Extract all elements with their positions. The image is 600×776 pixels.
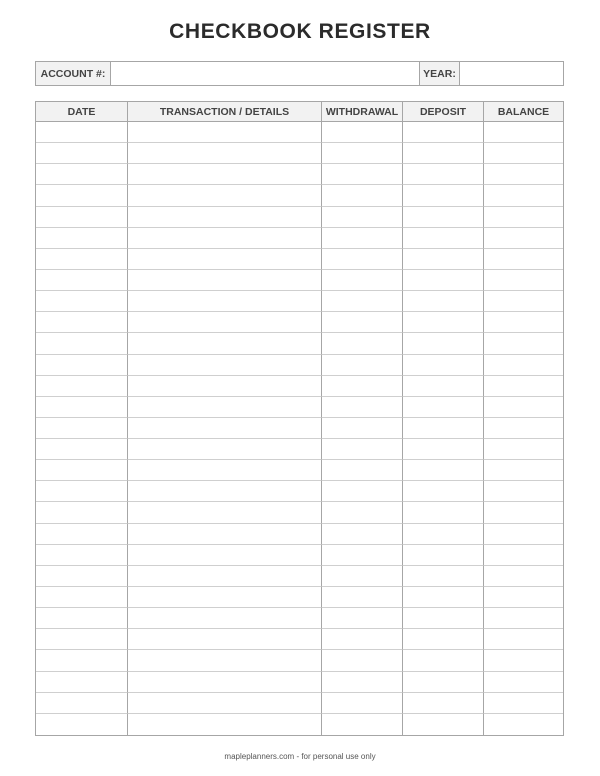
deposit-cell[interactable]	[403, 524, 484, 545]
balance-cell[interactable]	[484, 312, 563, 333]
balance-cell[interactable]	[484, 629, 563, 650]
page-title: CHECKBOOK REGISTER	[169, 20, 431, 43]
withdrawal-cell[interactable]	[322, 312, 403, 333]
deposit-cell[interactable]	[403, 207, 484, 228]
transaction-details-cell[interactable]	[128, 312, 322, 333]
transaction-details-cell[interactable]	[128, 418, 322, 439]
date-cell[interactable]	[36, 185, 128, 206]
withdrawal-cell[interactable]	[322, 460, 403, 481]
withdrawal-cell[interactable]	[322, 418, 403, 439]
date-cell[interactable]	[36, 629, 128, 650]
transaction-details-cell[interactable]	[128, 693, 322, 714]
withdrawal-cell[interactable]	[322, 439, 403, 460]
deposit-cell[interactable]	[403, 566, 484, 587]
balance-cell[interactable]	[484, 481, 563, 502]
deposit-cell[interactable]	[403, 714, 484, 735]
transaction-details-cell[interactable]	[128, 270, 322, 291]
withdrawal-cell[interactable]	[322, 143, 403, 164]
transaction-details-cell[interactable]	[128, 460, 322, 481]
transaction-details-cell[interactable]	[128, 650, 322, 671]
balance-cell[interactable]	[484, 185, 563, 206]
balance-cell[interactable]	[484, 502, 563, 523]
deposit-cell[interactable]	[403, 439, 484, 460]
date-cell[interactable]	[36, 714, 128, 735]
footer-credit: mapleplanners.com - for personal use only	[224, 752, 376, 761]
date-cell[interactable]	[36, 608, 128, 629]
withdrawal-cell[interactable]	[322, 481, 403, 502]
balance-cell[interactable]	[484, 439, 563, 460]
deposit-cell[interactable]	[403, 122, 484, 143]
deposit-cell[interactable]	[403, 312, 484, 333]
withdrawal-cell[interactable]	[322, 122, 403, 143]
deposit-cell[interactable]	[403, 228, 484, 249]
balance-cell[interactable]	[484, 672, 563, 693]
transaction-details-cell[interactable]	[128, 502, 322, 523]
date-cell[interactable]	[36, 693, 128, 714]
deposit-cell[interactable]	[403, 693, 484, 714]
balance-cell[interactable]	[484, 650, 563, 671]
deposit-cell[interactable]	[403, 481, 484, 502]
column-header-balance: BALANCE	[484, 102, 563, 122]
date-cell[interactable]	[36, 502, 128, 523]
account-bar	[35, 61, 564, 86]
withdrawal-cell[interactable]	[322, 355, 403, 376]
transaction-details-cell[interactable]	[128, 122, 322, 143]
year-field[interactable]	[460, 62, 563, 85]
transaction-details-cell[interactable]	[128, 481, 322, 502]
date-cell[interactable]	[36, 439, 128, 460]
transaction-details-cell[interactable]	[128, 587, 322, 608]
date-cell[interactable]	[36, 291, 128, 312]
transaction-details-cell[interactable]	[128, 672, 322, 693]
deposit-cell[interactable]	[403, 502, 484, 523]
account-label: ACCOUNT #:	[36, 62, 111, 85]
balance-cell[interactable]	[484, 122, 563, 143]
withdrawal-cell[interactable]	[322, 545, 403, 566]
transaction-details-cell[interactable]	[128, 291, 322, 312]
date-cell[interactable]	[36, 207, 128, 228]
column-header-deposit: DEPOSIT	[403, 102, 484, 122]
deposit-cell[interactable]	[403, 650, 484, 671]
register-table	[35, 101, 564, 736]
date-cell[interactable]	[36, 312, 128, 333]
transaction-details-cell[interactable]	[128, 376, 322, 397]
column-header-transaction-details: TRANSACTION / DETAILS	[128, 102, 322, 122]
transaction-details-cell[interactable]	[128, 714, 322, 735]
date-cell[interactable]	[36, 650, 128, 671]
date-cell[interactable]	[36, 566, 128, 587]
date-cell[interactable]	[36, 122, 128, 143]
balance-cell[interactable]	[484, 587, 563, 608]
balance-cell[interactable]	[484, 291, 563, 312]
withdrawal-cell[interactable]	[322, 587, 403, 608]
deposit-cell[interactable]	[403, 397, 484, 418]
deposit-cell[interactable]	[403, 672, 484, 693]
balance-cell[interactable]	[484, 418, 563, 439]
deposit-cell[interactable]	[403, 376, 484, 397]
deposit-cell[interactable]	[403, 270, 484, 291]
transaction-details-cell[interactable]	[128, 566, 322, 587]
balance-cell[interactable]	[484, 249, 563, 270]
balance-cell[interactable]	[484, 397, 563, 418]
date-cell[interactable]	[36, 376, 128, 397]
date-cell[interactable]	[36, 270, 128, 291]
transaction-details-cell[interactable]	[128, 629, 322, 650]
date-cell[interactable]	[36, 460, 128, 481]
transaction-details-cell[interactable]	[128, 524, 322, 545]
date-cell[interactable]	[36, 545, 128, 566]
deposit-cell[interactable]	[403, 608, 484, 629]
withdrawal-cell[interactable]	[322, 270, 403, 291]
withdrawal-cell[interactable]	[322, 714, 403, 735]
balance-cell[interactable]	[484, 333, 563, 354]
date-cell[interactable]	[36, 587, 128, 608]
balance-cell[interactable]	[484, 207, 563, 228]
withdrawal-cell[interactable]	[322, 693, 403, 714]
withdrawal-cell[interactable]	[322, 249, 403, 270]
transaction-details-cell[interactable]	[128, 333, 322, 354]
balance-cell[interactable]	[484, 608, 563, 629]
withdrawal-cell[interactable]	[322, 566, 403, 587]
withdrawal-cell[interactable]	[322, 672, 403, 693]
account-number-field[interactable]	[111, 62, 420, 85]
date-cell[interactable]	[36, 333, 128, 354]
date-cell[interactable]	[36, 164, 128, 185]
withdrawal-cell[interactable]	[322, 228, 403, 249]
withdrawal-cell[interactable]	[322, 650, 403, 671]
transaction-details-cell[interactable]	[128, 164, 322, 185]
transaction-details-cell[interactable]	[128, 608, 322, 629]
balance-cell[interactable]	[484, 355, 563, 376]
date-cell[interactable]	[36, 481, 128, 502]
balance-cell[interactable]	[484, 714, 563, 735]
column-header-withdrawal: WITHDRAWAL	[322, 102, 403, 122]
transaction-details-cell[interactable]	[128, 249, 322, 270]
balance-cell[interactable]	[484, 545, 563, 566]
transaction-details-cell[interactable]	[128, 185, 322, 206]
transaction-details-cell[interactable]	[128, 355, 322, 376]
deposit-cell[interactable]	[403, 164, 484, 185]
balance-cell[interactable]	[484, 143, 563, 164]
deposit-cell[interactable]	[403, 143, 484, 164]
withdrawal-cell[interactable]	[322, 502, 403, 523]
date-cell[interactable]	[36, 143, 128, 164]
year-label: YEAR:	[420, 62, 460, 85]
deposit-cell[interactable]	[403, 460, 484, 481]
deposit-cell[interactable]	[403, 249, 484, 270]
withdrawal-cell[interactable]	[322, 333, 403, 354]
withdrawal-cell[interactable]	[322, 524, 403, 545]
balance-cell[interactable]	[484, 693, 563, 714]
transaction-details-cell[interactable]	[128, 143, 322, 164]
transaction-details-cell[interactable]	[128, 397, 322, 418]
balance-cell[interactable]	[484, 566, 563, 587]
balance-cell[interactable]	[484, 270, 563, 291]
column-header-date: DATE	[36, 102, 128, 122]
withdrawal-cell[interactable]	[322, 164, 403, 185]
date-cell[interactable]	[36, 228, 128, 249]
date-cell[interactable]	[36, 672, 128, 693]
balance-cell[interactable]	[484, 524, 563, 545]
date-cell[interactable]	[36, 249, 128, 270]
transaction-details-cell[interactable]	[128, 207, 322, 228]
withdrawal-cell[interactable]	[322, 397, 403, 418]
deposit-cell[interactable]	[403, 355, 484, 376]
transaction-details-cell[interactable]	[128, 439, 322, 460]
withdrawal-cell[interactable]	[322, 608, 403, 629]
date-cell[interactable]	[36, 355, 128, 376]
withdrawal-cell[interactable]	[322, 629, 403, 650]
balance-cell[interactable]	[484, 460, 563, 481]
balance-cell[interactable]	[484, 376, 563, 397]
date-cell[interactable]	[36, 418, 128, 439]
withdrawal-cell[interactable]	[322, 207, 403, 228]
transaction-details-cell[interactable]	[128, 228, 322, 249]
withdrawal-cell[interactable]	[322, 185, 403, 206]
date-cell[interactable]	[36, 524, 128, 545]
deposit-cell[interactable]	[403, 333, 484, 354]
deposit-cell[interactable]	[403, 418, 484, 439]
withdrawal-cell[interactable]	[322, 376, 403, 397]
balance-cell[interactable]	[484, 164, 563, 185]
deposit-cell[interactable]	[403, 545, 484, 566]
deposit-cell[interactable]	[403, 291, 484, 312]
deposit-cell[interactable]	[403, 587, 484, 608]
withdrawal-cell[interactable]	[322, 291, 403, 312]
deposit-cell[interactable]	[403, 629, 484, 650]
deposit-cell[interactable]	[403, 185, 484, 206]
transaction-details-cell[interactable]	[128, 545, 322, 566]
balance-cell[interactable]	[484, 228, 563, 249]
date-cell[interactable]	[36, 397, 128, 418]
